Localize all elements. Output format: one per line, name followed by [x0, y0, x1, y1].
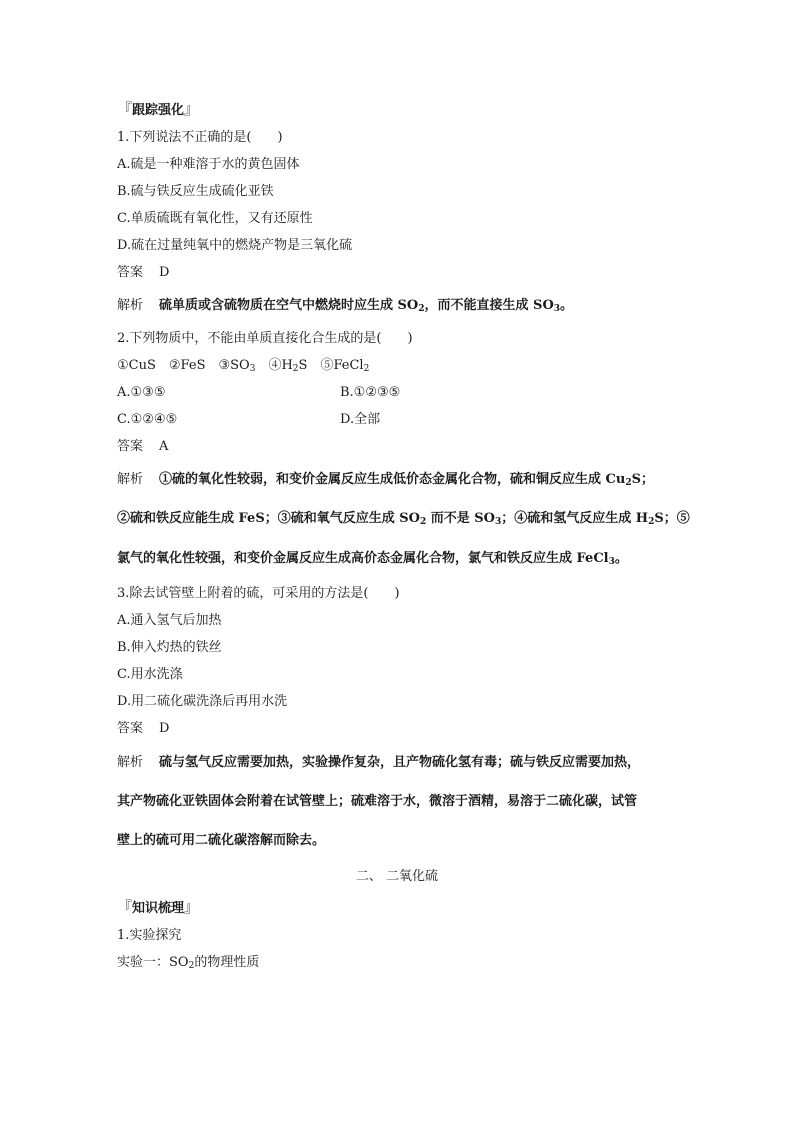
q2-option-c: C.①②④⑤	[117, 412, 178, 427]
q3-option-a: A.通入氢气后加热	[117, 613, 222, 628]
q2-option-b: B.①②③⑤	[340, 385, 401, 400]
answer-value: A	[159, 439, 169, 454]
section-title-text: 知识梳理	[132, 901, 185, 916]
q1-option-d: D.硫在过量纯氧中的燃烧产物是三氧化硫	[117, 238, 353, 253]
q1-answer	[117, 264, 169, 282]
bracket-open: 『	[117, 898, 133, 916]
explain-label: 解析	[117, 472, 144, 487]
q1-option-b: B.硫与铁反应生成硫化亚铁	[117, 184, 274, 199]
q1-explanation	[117, 297, 573, 315]
experiment-one: 实验一：$SO_2$的物理性质	[117, 955, 260, 971]
explain-text: ①硫的氧化性较弱，和变价金属反应生成低价态金属化合物，硫和铜反应生成 $Cu_2S$；	[159, 472, 654, 488]
q2-items: ①CuS ②FeS $③SO_3$ $④H_2S$ ⑤FeCl$_2$	[117, 358, 370, 374]
section-title-knowledge	[117, 898, 199, 918]
q2-option-d: D.全部	[340, 412, 381, 427]
q2-stem: 2.下列物质中，不能由单质直接化合生成的是( )	[117, 331, 413, 346]
bracket-close: 』	[184, 898, 200, 916]
q3-option-b: B.伸入灼热的铁丝	[117, 640, 222, 655]
q1-option-a: A.硫是一种难溶于水的黄色固体	[117, 157, 300, 172]
q3-explanation-line2: 其产物硫化亚铁固体会附着在试管壁上；硫难溶于水，微溶于酒精，易溶于二硫化碳，试管	[117, 794, 638, 809]
explain-text: 硫单质或含硫物质在空气中燃烧时应生成 $SO_2$，而不能直接生成 $SO_3$。	[159, 298, 574, 314]
q2-answer	[117, 438, 168, 456]
q3-option-c: C.用水洗涤	[117, 667, 183, 682]
bracket-close: 』	[184, 100, 200, 118]
answer-label: 答案	[117, 721, 144, 736]
answer-value: D	[159, 721, 170, 736]
q1-option-c: C.单质硫既有氧化性，又有还原性	[117, 211, 313, 226]
bracket-open: 『	[117, 100, 133, 118]
answer-label: 答案	[117, 265, 144, 280]
section-title-tracking	[117, 100, 199, 120]
q3-answer	[117, 720, 169, 738]
section-title-text: 跟踪强化	[132, 103, 185, 118]
answer-label: 答案	[117, 439, 144, 454]
q1-stem: 1.下列说法不正确的是( )	[117, 130, 283, 145]
q2-explanation-line1	[117, 471, 654, 489]
explain-label: 解析	[117, 298, 144, 313]
q3-stem: 3.除去试管壁上附着的硫，可采用的方法是( )	[117, 586, 400, 601]
answer-value: D	[159, 265, 170, 280]
q3-explanation-line3: 壁上的硫可用二硫化碳溶解而除去。	[117, 833, 326, 848]
section-heading-so2: 二、 二氧化硫	[355, 869, 439, 884]
q2-explanation-line2: ②硫和铁反应能生成 FeS；③硫和氧气反应生成 $SO_2$ 而不是 $SO_3$；④硫和氢气反应生成 $H_2S$；⑤	[117, 511, 690, 527]
q2-option-a: A.①③⑤	[117, 385, 166, 400]
q3-explanation-line1	[117, 754, 640, 772]
explain-text: 硫与氢气反应需要加热，实验操作复杂，且产物硫化氢有毒；硫与铁反应需要加热，	[159, 755, 641, 770]
q3-option-d: D.用二硫化碳洗涤后再用水洗	[117, 694, 288, 709]
q2-explanation-line3: 氯气的氧化性较强，和变价金属反应生成高价态金属化合物，氯气和铁反应生成 FeCl$_3$。	[117, 551, 628, 567]
experiment-heading: 1.实验探究	[117, 928, 182, 943]
explain-label: 解析	[117, 755, 144, 770]
